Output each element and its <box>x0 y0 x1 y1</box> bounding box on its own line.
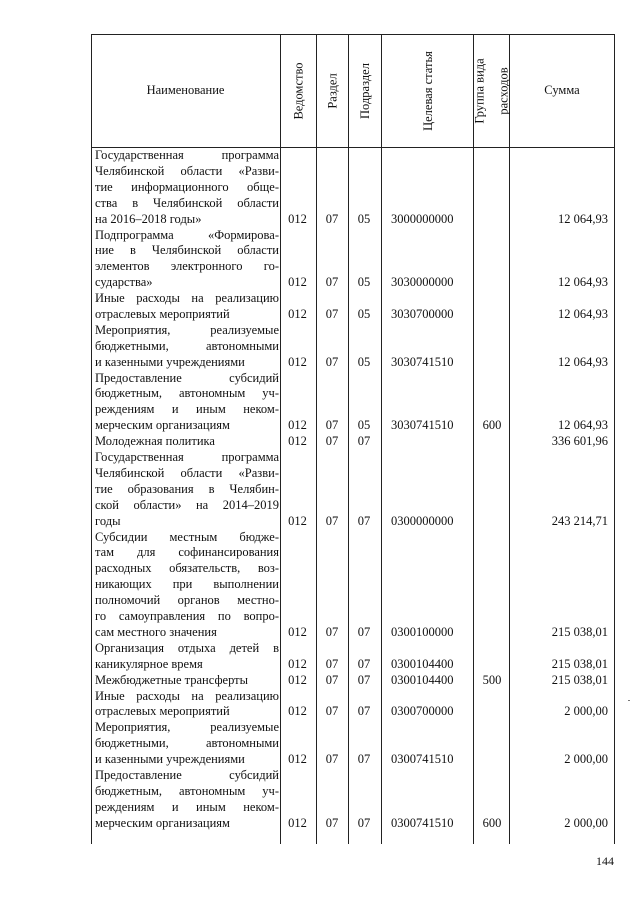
row-summa: 12 064,93 <box>558 306 608 321</box>
row-vedomstvo: 012 <box>288 418 307 433</box>
row-razdel: 07 <box>325 656 339 671</box>
row-name-line: мерческим организациям <box>95 418 230 433</box>
row-razdel: 07 <box>325 672 339 687</box>
row-podrazdel: 07 <box>357 704 371 719</box>
row-name <box>95 768 279 832</box>
table-row <box>91 434 615 450</box>
row-podrazdel: 07 <box>357 624 371 639</box>
row-name-line: реждениям и иным неком- <box>95 402 279 417</box>
row-podrazdel: 05 <box>357 306 371 321</box>
header-gruppa-line2: расходов <box>496 66 511 115</box>
row-podrazdel: 05 <box>357 275 371 290</box>
table-row <box>91 641 615 673</box>
row-name-line: годы <box>95 513 121 528</box>
row-name-line: Подпрограмма «Формирова- <box>95 227 279 242</box>
row-celevaya: 0300741510 <box>391 815 454 830</box>
row-name-line: Челябинской области «Разви- <box>95 465 279 480</box>
row-razdel: 07 <box>325 752 339 767</box>
scan-speck <box>628 700 630 701</box>
row-vedomstvo: 012 <box>288 275 307 290</box>
row-vedomstvo: 012 <box>288 815 307 830</box>
row-name-line: полномочий органов местно- <box>95 593 279 608</box>
row-celevaya: 0300700000 <box>391 704 454 719</box>
row-name-line: Государственная программа <box>95 148 279 162</box>
row-gruppa: 600 <box>482 815 502 830</box>
row-razdel: 07 <box>325 211 339 226</box>
row-name-line: Иные расходы на реализацию <box>95 688 279 703</box>
row-name-line: и казенными учреждениями <box>95 354 245 369</box>
row-razdel: 07 <box>325 434 339 449</box>
row-name-line: тие информационного обще- <box>95 179 279 194</box>
table-body <box>91 148 615 844</box>
row-name-line: Иные расходы на реализацию <box>95 291 279 306</box>
row-name-line: сударства» <box>95 275 153 290</box>
row-name-line: Предоставление субсидий <box>95 768 279 783</box>
table-row <box>91 371 615 435</box>
row-vedomstvo: 012 <box>288 513 307 528</box>
header-summa: Сумма <box>544 83 580 97</box>
row-podrazdel: 05 <box>357 354 371 369</box>
table-row <box>91 689 615 721</box>
row-razdel: 07 <box>325 624 339 639</box>
row-podrazdel: 05 <box>357 211 371 226</box>
header-name: Наименование <box>146 83 225 97</box>
row-name-line: ства в Челябинской области <box>95 195 279 210</box>
row-name-line: каникулярное время <box>95 656 203 671</box>
table-row <box>91 148 615 228</box>
row-name-line: бюджетными, автономными <box>95 736 279 751</box>
row-celevaya: 3030741510 <box>391 354 454 369</box>
budget-table <box>91 34 615 844</box>
page-number: 144 <box>596 854 614 868</box>
row-summa: 12 064,93 <box>558 354 608 369</box>
row-name-line: Молодежная политика <box>95 434 215 449</box>
row-name-line: го самоуправления по вопро- <box>95 609 279 624</box>
header-razdel-text: Раздел <box>325 72 340 109</box>
row-name <box>95 641 279 673</box>
header-celevaya-text: Целевая статья <box>420 50 435 131</box>
row-name-line: элементов электронного го- <box>95 259 279 274</box>
row-podrazdel: 07 <box>357 672 371 687</box>
row-name-line: отраслевых мероприятий <box>95 704 230 719</box>
row-name-line: там для софинансирования <box>95 545 279 560</box>
row-razdel: 07 <box>325 275 339 290</box>
table-row <box>91 450 615 530</box>
row-name-line: Государственная программа <box>95 450 279 465</box>
row-vedomstvo: 012 <box>288 704 307 719</box>
row-summa: 12 064,93 <box>558 275 608 290</box>
header-podrazdel <box>349 34 381 147</box>
row-celevaya: 3000000000 <box>391 211 454 226</box>
row-summa: 336 601,96 <box>551 434 608 449</box>
header-gruppa-line1: Группа вида <box>472 57 487 124</box>
row-name <box>95 323 279 371</box>
row-summa: 2 000,00 <box>564 815 608 830</box>
row-vedomstvo: 012 <box>288 354 307 369</box>
row-podrazdel: 07 <box>357 815 371 830</box>
row-razdel: 07 <box>325 815 339 830</box>
header-gruppa <box>474 34 509 147</box>
header-razdel <box>317 34 348 147</box>
row-name-line: на 2016–2018 годы» <box>95 211 202 226</box>
row-celevaya: 0300100000 <box>391 624 454 639</box>
table-row <box>91 530 615 641</box>
table-row <box>91 720 615 768</box>
row-name <box>95 371 279 435</box>
row-name <box>95 530 279 641</box>
row-name <box>95 434 279 450</box>
row-celevaya: 0300000000 <box>391 513 454 528</box>
row-name-line: бюджетным, автономным уч- <box>95 386 279 401</box>
row-name-line: мерческим организациям <box>95 815 230 830</box>
row-name-line: Предоставление субсидий <box>95 370 279 385</box>
row-name <box>95 720 279 768</box>
row-name <box>95 450 279 529</box>
row-vedomstvo: 012 <box>288 306 307 321</box>
row-razdel: 07 <box>325 513 339 528</box>
row-podrazdel: 05 <box>357 418 371 433</box>
header-gruppa-text <box>474 58 510 123</box>
row-name-line: никающих при выполнении <box>95 577 279 592</box>
row-summa: 12 064,93 <box>558 418 608 433</box>
row-name <box>95 673 279 689</box>
row-name-line: реждениям и иным неком- <box>95 799 279 814</box>
row-celevaya: 3030000000 <box>391 275 454 290</box>
row-summa: 215 038,01 <box>551 656 608 671</box>
row-name <box>95 689 279 721</box>
row-gruppa: 500 <box>482 672 502 687</box>
row-vedomstvo: 012 <box>288 624 307 639</box>
table-row <box>91 228 615 292</box>
row-summa: 2 000,00 <box>564 752 608 767</box>
table-row <box>91 673 615 689</box>
row-name-line: Межбюджетные трансферты <box>95 672 249 687</box>
row-vedomstvo: 012 <box>288 752 307 767</box>
row-name-line: Мероприятия, реализуемые <box>95 322 279 337</box>
row-name <box>95 148 279 227</box>
row-summa: 243 214,71 <box>551 513 608 528</box>
row-celevaya: 0300104400 <box>391 672 454 687</box>
row-gruppa: 600 <box>482 418 502 433</box>
row-name <box>95 228 279 292</box>
header-podrazdel-text: Подраздел <box>358 62 372 119</box>
row-podrazdel: 07 <box>357 434 371 449</box>
header-vedomstvo-text: Ведомство <box>291 61 306 120</box>
row-name-line: бюджетным, автономным уч- <box>95 783 279 798</box>
row-celevaya: 3030700000 <box>391 306 454 321</box>
row-vedomstvo: 012 <box>288 672 307 687</box>
row-summa: 12 064,93 <box>558 211 608 226</box>
row-name-line: Челябинской области «Разви- <box>95 163 279 178</box>
row-name-line: бюджетными, автономными <box>95 338 279 353</box>
row-razdel: 07 <box>325 354 339 369</box>
row-name-line: тие образования в Челябин- <box>95 481 279 496</box>
row-vedomstvo: 012 <box>288 434 307 449</box>
table-row <box>91 323 615 371</box>
row-name-line: Организация отдыха детей в <box>95 640 279 655</box>
row-razdel: 07 <box>325 306 339 321</box>
row-summa: 215 038,01 <box>551 672 608 687</box>
row-name-line: сам местного значения <box>95 624 217 639</box>
row-razdel: 07 <box>325 418 339 433</box>
row-vedomstvo: 012 <box>288 656 307 671</box>
row-vedomstvo: 012 <box>288 211 307 226</box>
row-celevaya: 0300741510 <box>391 752 454 767</box>
row-razdel: 07 <box>325 704 339 719</box>
row-podrazdel: 07 <box>357 752 371 767</box>
table-row <box>91 291 615 323</box>
row-podrazdel: 07 <box>357 656 371 671</box>
header-vedomstvo <box>281 34 316 147</box>
row-summa: 2 000,00 <box>564 704 608 719</box>
row-name-line: ние в Челябинской области <box>95 243 279 258</box>
row-name-line: Субсидии местным бюдже- <box>95 529 279 544</box>
row-celevaya: 0300104400 <box>391 656 454 671</box>
row-name-line: ской области» на 2014–2019 <box>95 497 279 512</box>
row-celevaya: 3030741510 <box>391 418 454 433</box>
row-name-line: отраслевых мероприятий <box>95 306 230 321</box>
row-podrazdel: 07 <box>357 513 371 528</box>
row-name-line: расходных обязательств, воз- <box>95 561 279 576</box>
row-name-line: Мероприятия, реализуемые <box>95 720 279 735</box>
header-celevaya <box>382 34 473 147</box>
row-summa: 215 038,01 <box>551 624 608 639</box>
row-name <box>95 291 279 323</box>
row-name-line: и казенными учреждениями <box>95 752 245 767</box>
table-row <box>91 768 615 832</box>
